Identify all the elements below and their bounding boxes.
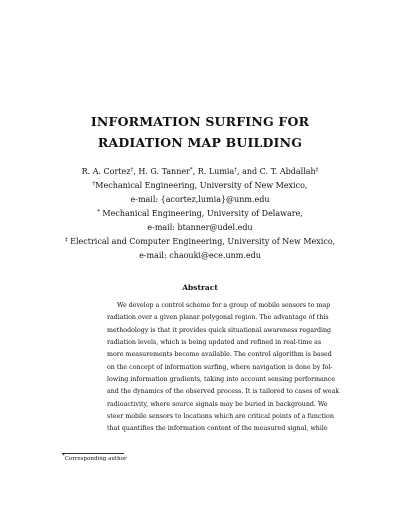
abstract-line: radiation levels, which is being updated and refined in real-time as <box>107 339 322 347</box>
affiliation-mark: † <box>92 181 96 187</box>
author-name: R. A. Cortez <box>81 167 131 176</box>
affiliation-2 <box>0 209 400 219</box>
affiliation-mark: † <box>234 167 237 173</box>
affiliation-1-email: e-mail: {acortez,lumia}@unm.edu <box>130 195 270 204</box>
abstract-body <box>107 300 340 436</box>
author-name: , R. Lumia <box>192 167 235 176</box>
abstract-line: that quantifies the information content of the measured signal, while <box>107 425 328 433</box>
affiliation-2-email: e-mail: btanner@udel.edu <box>147 223 253 232</box>
affiliation-mark: † <box>130 167 134 173</box>
abstract-line: radioactivity, where source signals may be buried in background. We <box>107 400 328 408</box>
affiliation-mark: ‡ <box>64 237 68 243</box>
author-name: , and C. T. Abdallah <box>237 167 316 176</box>
abstract-line: steer mobile sensors to locations which are critical points of a function <box>107 413 334 421</box>
abstract-line: and the dynamics of the observed process. It is tailored to cases of weak <box>107 388 340 396</box>
footnote-divider <box>62 453 124 454</box>
affiliation-mark: ‡ <box>315 167 319 173</box>
author-name: , H. G. Tanner <box>133 167 190 176</box>
abstract-line: We develop a control scheme for a group of mobile sensors to map <box>117 302 331 309</box>
paper-title-line-1: INFORMATION SURFING FOR <box>90 114 310 129</box>
affiliation-mark: * <box>97 209 100 215</box>
abstract-line: more measurements become available. The control algorithm is based <box>107 351 332 359</box>
author-list <box>0 167 400 177</box>
abstract-line: lowing information gradients, taking into account sensing performance <box>107 376 336 384</box>
footnote-mark: * <box>62 453 65 459</box>
abstract-heading: Abstract <box>182 283 218 292</box>
paper-title-line-2: RADIATION MAP BUILDING <box>97 135 303 150</box>
affiliation-name: Mechanical Engineering, University of New Mexico, <box>95 181 308 190</box>
abstract-line: methodology is that it provides quick situational awareness regarding <box>107 326 332 334</box>
affiliation-1 <box>0 181 400 191</box>
footnote <box>62 453 127 463</box>
affiliation-name: Mechanical Engineering, University of Delaware, <box>99 209 303 218</box>
footnote-text: Corresponding author <box>64 456 127 462</box>
affiliation-3-email: e-mail: chaouki@ece.unm.edu <box>139 251 261 260</box>
affiliation-mark: * <box>189 167 193 173</box>
abstract-line: on the concept of information surfing, where navigation is done by fol- <box>107 363 333 371</box>
affiliation-name: Electrical and Computer Engineering, University of New Mexico, <box>67 237 336 246</box>
abstract-line: radiation over a given planar polygonal region. The advantage of this <box>107 314 329 322</box>
affiliation-3 <box>0 237 400 247</box>
